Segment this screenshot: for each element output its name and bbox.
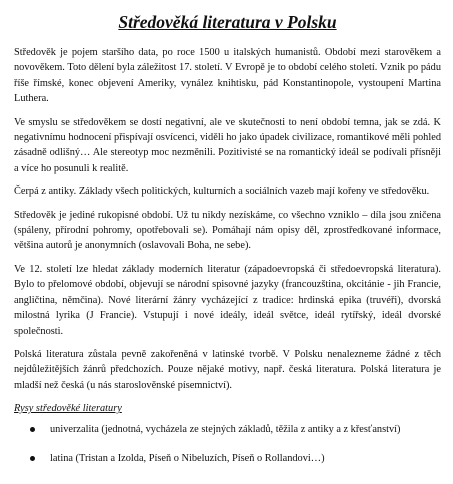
list-item — [30, 451, 441, 466]
section-heading-traits: Rysy středověké literatury — [14, 403, 122, 415]
traits-list — [14, 422, 441, 466]
document-title: Středověká literatura v Polsku — [118, 12, 337, 32]
paragraph-12th-century: Ve 12. století lze hledat základy moderních literatur (západoevropská či středoevropská literatura). Bylo to přelomové období, objevují se národní spisovné jazyky (francouzština, okcitánie - jih Francie, angličtina, němčina). Nové literární žánry vycházející z tradice: hrdinská epika (truvéři), dvorská milostná lyrika (J Francie). Vstupují i nové ideály, ideál světce, ideál rytířský, ideál dvorské společnosti. — [14, 263, 441, 337]
paragraph-polish-literature: Polská literatura zůstala pevně zakořeněná v latinské tvorbě. V Polsku nenalezneme žádné z těch nejdůležitějších žánrů předchozích. Pouze nějaké motivy, např. česká literatura. Polská literatura je mladší než česká (u nás staroslověnské písemnictví). — [14, 348, 441, 391]
paragraph-manuscripts: Středověk je jediné rukopisné období. Už tu nikdy nezískáme, co všechno vzniklo – díla jsou zničena (spáleny, přírodní pohromy, opotřebovali se). Pomáhají nám opisy děl, zprostředkované informace, většina autorů je anonymních (oslavovali Boha, ne sebe). — [14, 209, 441, 252]
bullet-icon — [30, 456, 35, 461]
list-item-text: univerzalita (jednotná, vycházela ze stejných základů, těžila z antiky a z křesťanství) — [50, 424, 401, 436]
bullet-icon — [30, 427, 35, 432]
list-item-text: latina (Tristan a Izolda, Píseň o Nibeluzích, Píseň o Rollandovi…) — [50, 453, 325, 465]
paragraph-perception: Ve smyslu se středověkem se dostí negativní, ale ve skutečnosti to není období temna, jak se zdá. K negativnímu hodnocení přispívají osvícenci, viděli ho jako úpadek civilizace, romantikové měli pohled zásadně odlišný… Ale stereotyp moc nezměnili. Pozitivisté se na romantický ideál se podívali přísněji a více ho posunuli k realitě. — [14, 116, 441, 174]
paragraph-intro: Středověk je pojem staršího data, po roce 1500 u italských humanistů. Období mezi starověkem a novověkem. Toto dělení byla záležitost 17. století. V Evropě je to období celého století. Vznik po pádu říše římské, konec objevení Ameriky, vynález knihtisku, pád Konstantinopole, vystoupení Martina Luthera. — [14, 47, 441, 105]
paragraph-antiquity: Čerpá z antiky. Základy všech politických, kulturních a sociálních vazeb mají kořeny ve středověku. — [14, 186, 430, 198]
list-item — [30, 422, 441, 437]
